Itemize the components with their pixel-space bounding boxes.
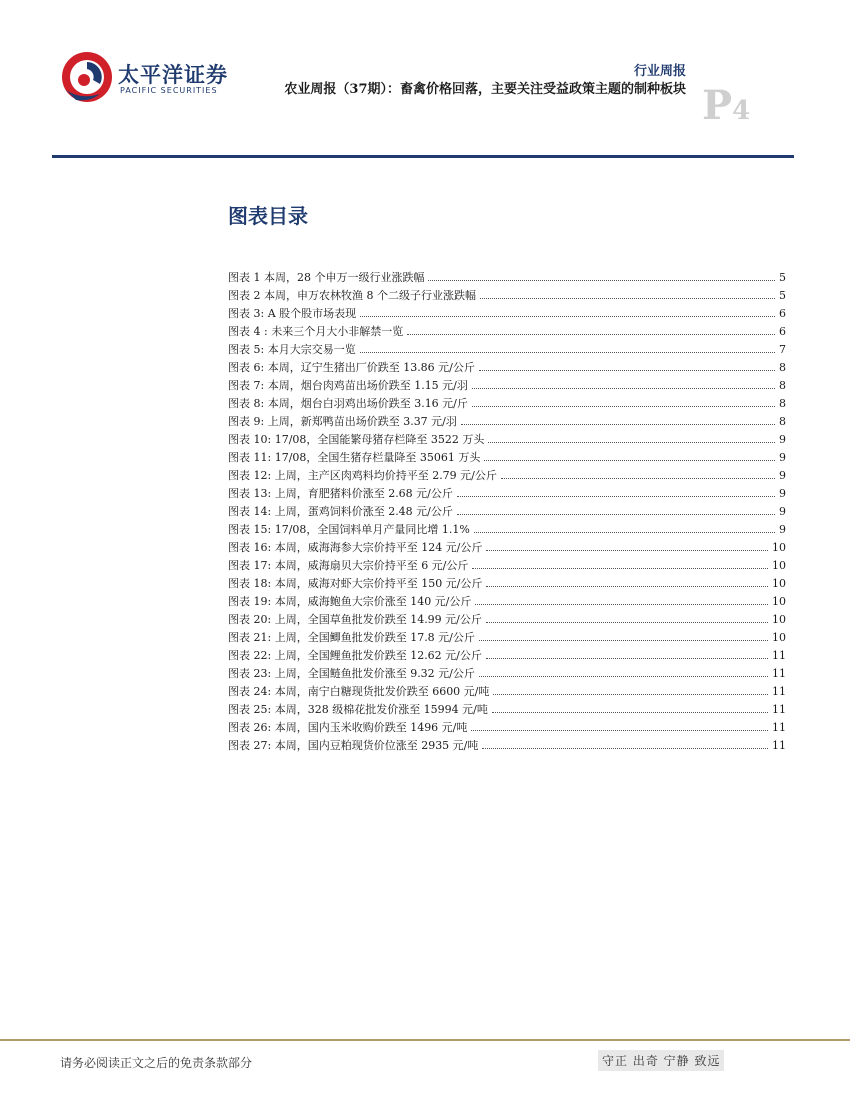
header-divider	[52, 155, 794, 158]
toc-entry-page: 10	[772, 577, 786, 590]
toc-entry-page: 8	[779, 361, 786, 374]
toc-entry-label: 图表 17: 本周，威海扇贝大宗价持平至 6 元/公斤	[228, 559, 469, 572]
toc-entry-label: 图表 24: 本周，南宁白糖现货批发价跌至 6600 元/吨	[228, 685, 490, 698]
toc-leader-dots	[486, 574, 768, 587]
page-number	[702, 82, 750, 129]
toc-leader-dots	[360, 304, 775, 317]
toc-entry-label: 图表 20: 上周，全国草鱼批发价跌至 14.99 元/公斤	[228, 613, 482, 626]
toc-entry-label: 图表 4 : 未来三个月大小非解禁一览	[228, 325, 404, 338]
toc-entry[interactable]	[228, 484, 786, 502]
toc-entry[interactable]	[228, 394, 786, 412]
toc-entry-page: 10	[772, 541, 786, 554]
toc-entry[interactable]	[228, 556, 786, 574]
logo-english-name: PACIFIC SECURITIES	[120, 86, 218, 95]
toc-leader-dots	[484, 448, 775, 461]
toc-leader-dots	[486, 610, 768, 623]
toc-entry-page: 11	[772, 739, 786, 752]
toc-entry-label: 图表 6: 本周，辽宁生猪出厂价跌至 13.86 元/公斤	[228, 361, 475, 374]
toc-entry-page: 9	[779, 523, 786, 536]
toc-entry-page: 9	[779, 505, 786, 518]
toc-leader-dots	[486, 646, 768, 659]
toc-entry[interactable]	[228, 700, 786, 718]
toc-leader-dots	[479, 664, 768, 677]
page-prefix: P	[702, 82, 733, 129]
toc-entry-page: 11	[772, 703, 786, 716]
toc-entry[interactable]	[228, 268, 786, 286]
toc-entry-page: 9	[779, 451, 786, 464]
toc-leader-dots	[472, 394, 775, 407]
toc-leader-dots	[474, 520, 775, 533]
toc-entry-label: 图表 10: 17/08，全国能繁母猪存栏降至 3522 万头	[228, 433, 485, 446]
toc-entry-label: 图表 11: 17/08，全国生猪存栏量降至 35061 万头	[228, 451, 481, 464]
toc-entry[interactable]	[228, 574, 786, 592]
toc-entry-label: 图表 9: 上周，新郑鸭苗出场价跌至 3.37 元/羽	[228, 415, 457, 428]
page-number-value: 4	[732, 96, 751, 126]
toc-leader-dots	[471, 718, 768, 731]
toc-entry-label: 图表 27: 本周，国内豆粕现货价位涨至 2935 元/吨	[228, 739, 479, 752]
toc-leader-dots	[428, 268, 775, 281]
toc-leader-dots	[472, 556, 768, 569]
toc-leader-dots	[457, 484, 775, 497]
toc-heading: 图表目录	[228, 204, 308, 228]
toc-entry-page: 6	[779, 325, 786, 338]
toc-entry[interactable]	[228, 736, 786, 754]
pacific-securities-logo-icon	[60, 50, 114, 104]
toc-leader-dots	[360, 340, 775, 353]
toc-entry-label: 图表 26: 本周，国内玉米收购价跌至 1496 元/吨	[228, 721, 468, 734]
toc-entry[interactable]	[228, 412, 786, 430]
toc-entry-page: 5	[779, 271, 786, 284]
toc-entry-page: 10	[772, 559, 786, 572]
toc-entry-label: 图表 1 本周，28 个申万一级行业涨跌幅	[228, 271, 425, 284]
toc-leader-dots	[475, 592, 768, 605]
toc-leader-dots	[461, 412, 775, 425]
toc-entry-page: 9	[779, 487, 786, 500]
toc-entry[interactable]	[228, 358, 786, 376]
logo-chinese-name: 太平洋证券	[118, 63, 228, 87]
toc-entry-label: 图表 7: 本周，烟台肉鸡苗出场价跌至 1.15 元/羽	[228, 379, 468, 392]
toc-entry[interactable]	[228, 610, 786, 628]
toc-entry-label: 图表 8: 本周，烟台白羽鸡出场价跌至 3.16 元/斤	[228, 397, 468, 410]
toc-entry[interactable]	[228, 286, 786, 304]
toc-entry[interactable]	[228, 520, 786, 538]
toc-entry-label: 图表 13: 上周，育肥猪料价涨至 2.68 元/公斤	[228, 487, 453, 500]
company-logo	[60, 50, 240, 110]
toc-entry[interactable]	[228, 538, 786, 556]
toc-entry-page: 5	[779, 289, 786, 302]
toc-entry[interactable]	[228, 682, 786, 700]
toc-entry[interactable]	[228, 448, 786, 466]
toc-entry-label: 图表 5: 本月大宗交易一览	[228, 343, 356, 356]
table-of-figures	[228, 268, 786, 754]
toc-leader-dots	[493, 682, 768, 695]
toc-entry-page: 11	[772, 667, 786, 680]
toc-entry-label: 图表 2 本周，申万农林牧渔 8 个二级子行业涨跌幅	[228, 289, 476, 302]
toc-leader-dots	[482, 736, 768, 749]
toc-entry-label: 图表 3: A 股个股市场表现	[228, 307, 357, 320]
toc-entry[interactable]	[228, 628, 786, 646]
toc-leader-dots	[480, 286, 775, 299]
footer-disclaimer: 请务必阅读正文之后的免责条款部分	[60, 1056, 253, 1070]
toc-entry[interactable]	[228, 376, 786, 394]
toc-entry[interactable]	[228, 592, 786, 610]
toc-entry[interactable]	[228, 466, 786, 484]
toc-entry-label: 图表 12: 上周，主产区肉鸡料均价持平至 2.79 元/公斤	[228, 469, 497, 482]
toc-leader-dots	[492, 700, 768, 713]
toc-entry-page: 8	[779, 397, 786, 410]
toc-leader-dots	[479, 358, 775, 371]
toc-entry-page: 6	[779, 307, 786, 320]
toc-entry-page: 10	[772, 631, 786, 644]
toc-entry-page: 7	[779, 343, 786, 356]
toc-entry-label: 图表 25: 本周，328 级棉花批发价涨至 15994 元/吨	[228, 703, 488, 716]
toc-entry[interactable]	[228, 340, 786, 358]
toc-entry-page: 11	[772, 649, 786, 662]
toc-entry-page: 10	[772, 595, 786, 608]
toc-entry-page: 11	[772, 685, 786, 698]
toc-entry-label: 图表 21: 上周，全国鲫鱼批发价跌至 17.8 元/公斤	[228, 631, 475, 644]
toc-entry[interactable]	[228, 322, 786, 340]
toc-entry[interactable]	[228, 646, 786, 664]
toc-entry-label: 图表 15: 17/08，全国饲料单月产量同比增 1.1%	[228, 523, 470, 536]
toc-entry-label: 图表 22: 上周，全国鲤鱼批发价跌至 12.62 元/公斤	[228, 649, 482, 662]
toc-leader-dots	[407, 322, 775, 335]
toc-leader-dots	[472, 376, 775, 389]
toc-entry[interactable]	[228, 430, 786, 448]
toc-entry[interactable]	[228, 502, 786, 520]
footer-divider	[0, 1039, 850, 1041]
report-title: 农业周报（37期）：畜禽价格回落，主要关注受益政策主题的制种板块	[284, 82, 686, 97]
toc-entry-label: 图表 18: 本周，威海对虾大宗价持平至 150 元/公斤	[228, 577, 483, 590]
toc-leader-dots	[479, 628, 768, 641]
report-type: 行业周报	[633, 64, 686, 79]
footer-motto: 守正 出奇 宁静 致远	[598, 1050, 724, 1071]
toc-entry-label: 图表 19: 本周，威海鲍鱼大宗价涨至 140 元/公斤	[228, 595, 472, 608]
toc-leader-dots	[501, 466, 775, 479]
toc-entry-label: 图表 14: 上周，蛋鸡饲料价涨至 2.48 元/公斤	[228, 505, 453, 518]
toc-entry-page: 11	[772, 721, 786, 734]
toc-entry-page: 8	[779, 415, 786, 428]
toc-leader-dots	[457, 502, 775, 515]
toc-entry-page: 10	[772, 613, 786, 626]
toc-entry-label: 图表 23: 上周，全国鲢鱼批发价涨至 9.32 元/公斤	[228, 667, 475, 680]
toc-entry-page: 8	[779, 379, 786, 392]
toc-entry[interactable]	[228, 718, 786, 736]
toc-entry-label: 图表 16: 本周，威海海参大宗价持平至 124 元/公斤	[228, 541, 483, 554]
toc-leader-dots	[488, 430, 775, 443]
toc-entry-page: 9	[779, 469, 786, 482]
toc-entry[interactable]	[228, 664, 786, 682]
toc-leader-dots	[486, 538, 768, 551]
toc-entry-page: 9	[779, 433, 786, 446]
toc-entry[interactable]	[228, 304, 786, 322]
